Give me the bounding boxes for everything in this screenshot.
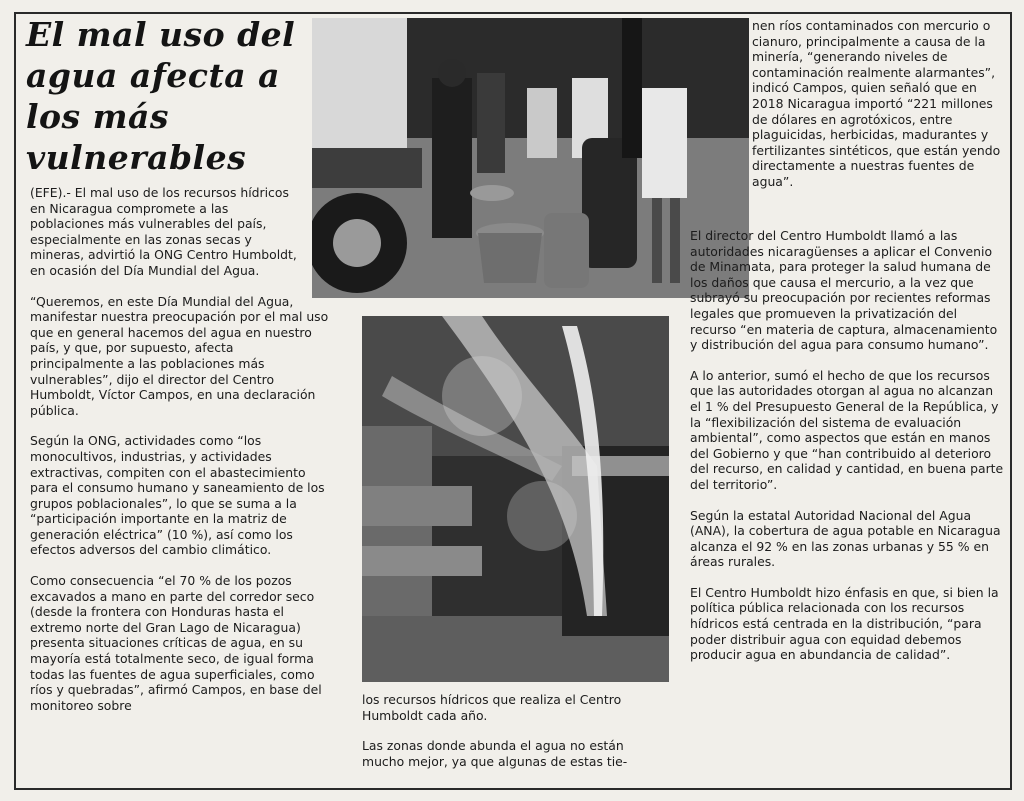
right-column — [690, 228, 1005, 678]
paragraph: nen ríos contaminados con mercurio o cianuro, principalmente a causa de la minería, “generando niveles de contaminación realmente alarmantes”, indicó Campos, quien señaló que en 2018 Nicaragua importó “221 millones de dólares en agrotóxicos, entre plaguicidas, herbicidas, madurantes y fertilizantes sintéticos, que están yendo directamente a nuestras fuentes de agua”. — [752, 18, 1001, 189]
paragraph: Según la ONG, actividades como “los monocultivos, industrias, y actividades extractivas, compiten con el abastecimiento para el consumo humano y saneamiento de los grupos poblacionales”, lo que se suma a la “participación importante en la matriz de generación eléctrica” (10 %), así como los efectos adversos del cambio climático. — [30, 433, 325, 558]
right-column-top — [752, 18, 1005, 205]
paragraph: Como consecuencia “el 70 % de los pozos excavados a mano en parte del corredor seco (desde la frontera con Honduras hasta el extremo norte del Gran Lago de Nicaragua) presenta situaciones críticas de agua, en su mayoría está totalmente seco, de igual forma todas las fuentes de agua superficiales, como ríos y quebradas”, afirmó Campos, en base del monitoreo sobre — [30, 573, 322, 713]
water-leak-photo — [362, 316, 669, 682]
headline: El mal uso del agua afecta a los más vulnerables — [26, 15, 296, 177]
paragraph: El Centro Humboldt hizo énfasis en que, si bien la política pública relacionada con los recursos hídricos está centrada en la distribución, “para poder distribuir agua con equidad debemos producir agua en abundancia de calidad”. — [690, 584, 999, 663]
paragraph: Según la estatal Autoridad Nacional del Agua (ANA), la cobertura de agua potable en Nicaragua alcanza el 92 % en las zonas urbanas y 55 % en áreas rurales. — [690, 507, 1001, 570]
water-truck-photo — [312, 18, 749, 298]
paragraph: El director del Centro Humboldt llamó a las autoridades nicaragüenses a aplicar el Convenio de Minamata, para proteger la salud humana de los daños que causa el mercurio, a la vez que subrayó su preocupación por recientes reformas legales que promueven la privatización del recurso “en materia de captura, almacenamiento y distribución del agua para consumo humano”. — [690, 228, 998, 353]
middle-column — [362, 692, 668, 784]
paragraph: los recursos hídricos que realiza el Centro Humboldt cada año. — [362, 692, 622, 723]
left-column — [30, 185, 330, 728]
paragraph: “Queremos, en este Día Mundial del Agua, manifestar nuestra preocupación por el mal uso que en general hacemos del agua en nuestro país, y que, por supuesto, afecta principalmente a las poblaciones más vulnerables”, dijo el director del Centro Humboldt, Víctor Campos, en una declaración pública. — [30, 293, 329, 418]
paragraph: A lo anterior, sumó el hecho de que los recursos que las autoridades otorgan al agua no alcanzan el 1 % del Presupuesto General de la República, y la “flexibilización del sistema de evaluación ambiental”, como aspectos que están en manos del Gobierno y que “han contribuido al deterioro del recurso, en calidad y cantidad, en buena parte del territorio”. — [690, 367, 1004, 492]
paragraph: (EFE).- El mal uso de los recursos hídricos en Nicaragua compromete a las poblaciones más vulnerables del país, especialmente en las zonas secas y mineras, advirtió la ONG Centro Humboldt, en ocasión del Día Mundial del Agua. — [30, 185, 297, 278]
paragraph: Las zonas donde abunda el agua no están mucho mejor, ya que algunas de estas tie- — [362, 738, 628, 769]
